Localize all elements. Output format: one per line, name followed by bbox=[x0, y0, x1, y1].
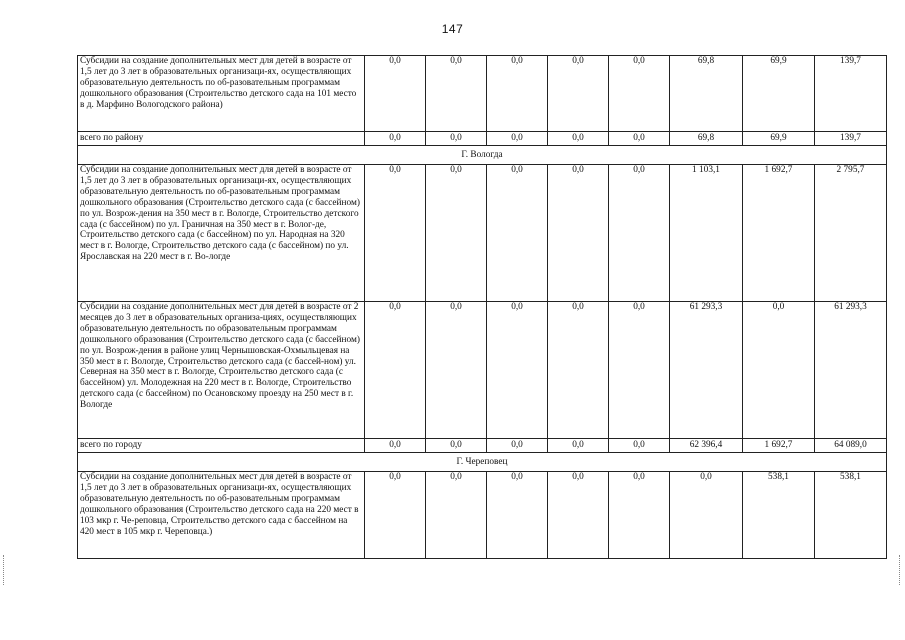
cell-value: 0,0 bbox=[548, 56, 609, 132]
section-header-row bbox=[78, 146, 887, 165]
cell-value: 69,8 bbox=[670, 132, 743, 146]
cell-value: 0,0 bbox=[609, 472, 670, 559]
cell-value: 62 396,4 bbox=[670, 439, 743, 453]
row-description: Субсидии на создание дополнительных мест для детей в возрасте от 1,5 лет до 3 лет в образовательных организаци-ях, осуществляющих образовательную деятельность по об-разовательным программам дошкольного образования (Строительство детского сада на 220 мест в 103 мкр г. Че-реповца, Строительство детского сада с бассейном на 420 мест в 105 мкр г. Череповца.) bbox=[78, 472, 365, 559]
cell-value: 0,0 bbox=[609, 439, 670, 453]
cell-value: 139,7 bbox=[815, 132, 887, 146]
budget-table bbox=[77, 55, 887, 559]
cell-value: 1 103,1 bbox=[670, 165, 743, 302]
table-row bbox=[78, 472, 887, 559]
cell-value: 0,0 bbox=[548, 472, 609, 559]
cell-value: 0,0 bbox=[548, 302, 609, 439]
row-description: всего по району bbox=[78, 132, 365, 146]
cell-value: 69,9 bbox=[743, 132, 815, 146]
page-number: 147 bbox=[441, 22, 464, 36]
cell-value: 0,0 bbox=[426, 472, 487, 559]
cell-value: 0,0 bbox=[609, 56, 670, 132]
cell-value: 1 692,7 bbox=[743, 165, 815, 302]
cell-value: 0,0 bbox=[365, 472, 426, 559]
cell-value: 0,0 bbox=[487, 472, 548, 559]
cell-value: 139,7 bbox=[815, 56, 887, 132]
cell-value: 0,0 bbox=[365, 165, 426, 302]
row-description: всего по городу bbox=[78, 439, 365, 453]
cell-value: 0,0 bbox=[426, 302, 487, 439]
cell-value: 0,0 bbox=[487, 56, 548, 132]
cell-value: 0,0 bbox=[426, 56, 487, 132]
section-title: Г. Вологда bbox=[78, 146, 887, 165]
table-row bbox=[78, 165, 887, 302]
table-row-total bbox=[78, 439, 887, 453]
cell-value: 61 293,3 bbox=[815, 302, 887, 439]
cell-value: 0,0 bbox=[487, 439, 548, 453]
cell-value: 0,0 bbox=[365, 132, 426, 146]
cell-value: 538,1 bbox=[815, 472, 887, 559]
cell-value: 69,9 bbox=[743, 56, 815, 132]
cell-value: 0,0 bbox=[365, 302, 426, 439]
cell-value: 61 293,3 bbox=[670, 302, 743, 439]
table-row-total bbox=[78, 132, 887, 146]
cell-value: 0,0 bbox=[426, 439, 487, 453]
cell-value: 0,0 bbox=[609, 302, 670, 439]
table-row bbox=[78, 56, 887, 132]
cell-value: 0,0 bbox=[609, 132, 670, 146]
cell-value: 0,0 bbox=[426, 165, 487, 302]
cell-value: 1 692,7 bbox=[743, 439, 815, 453]
row-description: Субсидии на создание дополнительных мест для детей в возрасте от 2 месяцев до 3 лет в образовательных организа-циях, осуществляющих образовательную деятельность по образовательным программам дошкольного образования (Строительство детского сада (с бассейном) по ул. Возрож-дения в районе улиц Чернышовская-Охмыльцевая на 350 мест в г. Вологде, Строительство детского сада (с бассей-ном) ул. Северная на 350 мест в г. Вологде, Строительство детского сада (с бассейном) ул. Молодежная на 220 мест в г. Вологде, Строительство детского сада (с бассейном) по Осановскому проезду на 250 мест в г. Вологде bbox=[78, 302, 365, 439]
cell-value: 69,8 bbox=[670, 56, 743, 132]
cell-value: 64 089,0 bbox=[815, 439, 887, 453]
cell-value: 0,0 bbox=[365, 56, 426, 132]
cell-value: 0,0 bbox=[487, 165, 548, 302]
cell-value: 0,0 bbox=[548, 165, 609, 302]
scan-edge-mark-left bbox=[3, 555, 5, 585]
cell-value: 0,0 bbox=[548, 132, 609, 146]
cell-value: 2 795,7 bbox=[815, 165, 887, 302]
cell-value: 0,0 bbox=[609, 165, 670, 302]
row-description: Субсидии на создание дополнительных мест для детей в возрасте от 1,5 лет до 3 лет в образовательных организаци-ях, осуществляющих образовательную деятельность по об-разовательным программам дошкольного образования (Строительство детского сада на 101 место в д. Марфино Вологодского района) bbox=[78, 56, 365, 132]
cell-value: 0,0 bbox=[743, 302, 815, 439]
section-header-row bbox=[78, 453, 887, 472]
row-description: Субсидии на создание дополнительных мест для детей в возрасте от 1,5 лет до 3 лет в образовательных организаци-ях, осуществляющих образовательную деятельность по об-разовательным программам дошкольного образования (Строительство детского сада (с бассейном) по ул. Возрож-дения на 350 мест в г. Вологде, Строительство детского сада (с бассейном) по ул. Граничная на 350 мест в г. Волог-де, Строительство детского сада (с бассейном) по ул. Народная на 320 мест в г. Вологде, Строительство детского сада (с бассейном) по ул. Ярославская на 220 мест в г. Во-логде bbox=[78, 165, 365, 302]
cell-value: 0,0 bbox=[365, 439, 426, 453]
cell-value: 0,0 bbox=[670, 472, 743, 559]
cell-value: 0,0 bbox=[426, 132, 487, 146]
section-title: Г. Череповец bbox=[78, 453, 887, 472]
cell-value: 0,0 bbox=[548, 439, 609, 453]
cell-value: 538,1 bbox=[743, 472, 815, 559]
table-row bbox=[78, 302, 887, 439]
scan-edge-mark-right bbox=[899, 555, 901, 585]
cell-value: 0,0 bbox=[487, 302, 548, 439]
cell-value: 0,0 bbox=[487, 132, 548, 146]
